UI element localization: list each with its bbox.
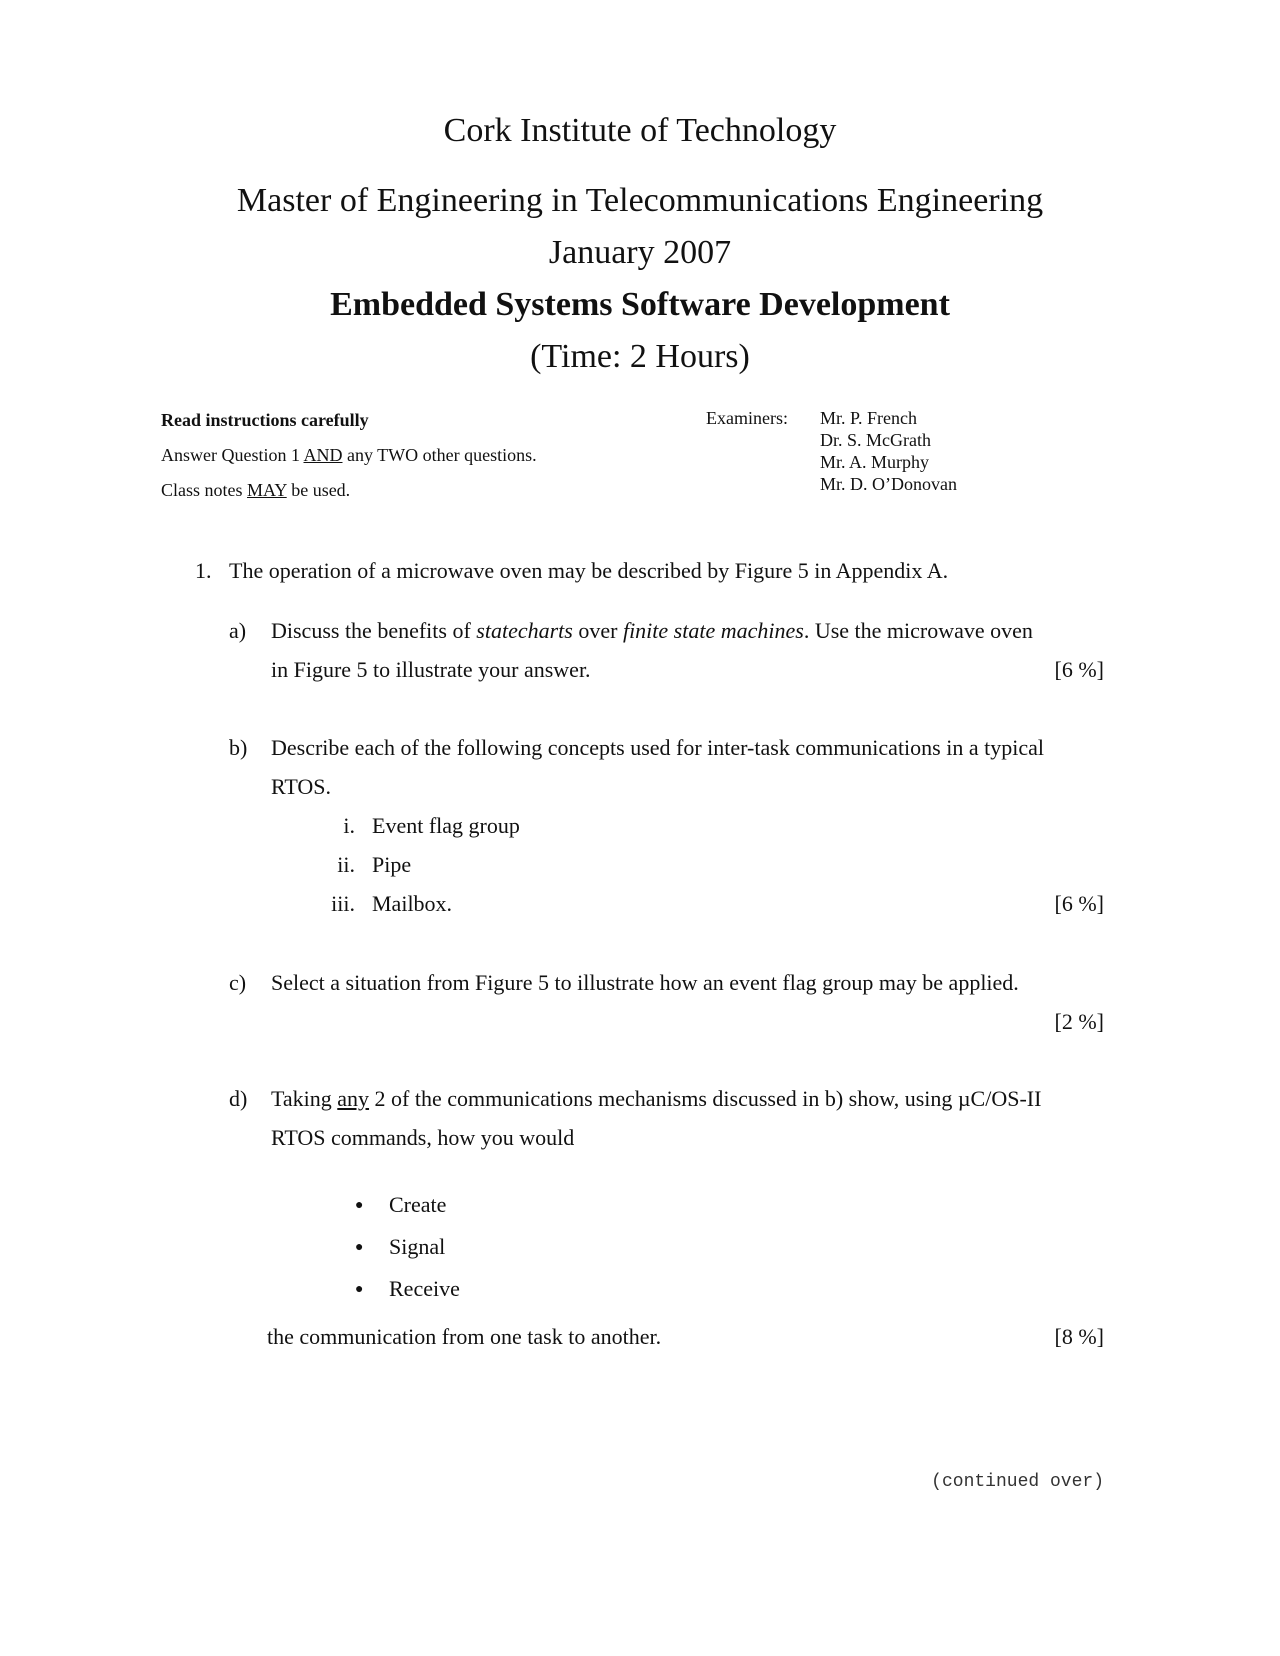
instructions-line-2: Class notes MAY be used.: [161, 480, 351, 500]
part-c-text: Select a situation from Figure 5 to illustrate how an event flag group may be applied.: [271, 970, 1019, 995]
part-c-marks: [2 %]: [1054, 1009, 1104, 1034]
bullet-item: Create: [389, 1192, 447, 1217]
part-d-label: d): [229, 1086, 248, 1111]
list-item-number: i.: [343, 813, 355, 838]
part-b-text: Describe each of the following concepts used for inter-task communications in a typical: [271, 735, 1044, 760]
part-d-closing: the communication from one task to another.: [267, 1324, 662, 1349]
question-text: The operation of a microwave oven may be described by Figure 5 in Appendix A.: [229, 558, 949, 583]
part-a-marks: [6 %]: [1054, 657, 1104, 682]
bullet-item: Signal: [389, 1234, 446, 1259]
examiner-name: Mr. P. French: [820, 408, 918, 428]
instructions-line-1: Answer Question 1 AND any TWO other questions.: [161, 445, 537, 465]
list-item-number: ii.: [337, 852, 355, 877]
part-b-text-line2: RTOS.: [271, 774, 332, 799]
exam-date: January 2007: [548, 234, 732, 271]
examiner-name: Dr. S. McGrath: [820, 430, 931, 450]
part-b-label: b): [229, 735, 248, 760]
part-b-marks: [6 %]: [1054, 891, 1104, 916]
instructions-heading: Read instructions carefully: [161, 410, 369, 430]
programme-title: Master of Engineering in Telecommunications Engineering: [236, 182, 1044, 219]
list-item: Event flag group: [372, 813, 520, 838]
bullet-icon: ●: [355, 1282, 364, 1297]
institution-title: Cork Institute of Technology: [443, 112, 837, 149]
part-c-label: c): [229, 970, 247, 995]
part-d-text: Taking any 2 of the communications mechanisms discussed in b) show, using µC/OS-II: [271, 1086, 1042, 1111]
bullet-icon: ●: [355, 1198, 364, 1213]
list-item: Mailbox.: [372, 891, 453, 916]
subject-title: Embedded Systems Software Development: [330, 286, 950, 323]
question-number: 1.: [195, 558, 212, 583]
part-d-text-line2: RTOS commands, how you would: [271, 1125, 575, 1150]
examiner-name: Mr. D. O’Donovan: [820, 474, 957, 494]
part-a-label: a): [229, 618, 247, 643]
part-a-text-line2: in Figure 5 to illustrate your answer.: [271, 657, 591, 682]
continued-note: (continued over): [931, 1472, 1104, 1492]
bullet-item: Receive: [389, 1276, 460, 1301]
examiner-name: Mr. A. Murphy: [820, 452, 930, 472]
part-d-marks: [8 %]: [1054, 1324, 1104, 1349]
examiners-label: Examiners:: [706, 408, 788, 428]
exam-duration: (Time: 2 Hours): [530, 338, 750, 375]
part-a-text: Discuss the benefits of statecharts over finite state machines. Use the microwave oven: [271, 618, 1033, 643]
list-item-number: iii.: [331, 891, 355, 916]
list-item: Pipe: [372, 852, 412, 877]
bullet-icon: ●: [355, 1240, 364, 1255]
